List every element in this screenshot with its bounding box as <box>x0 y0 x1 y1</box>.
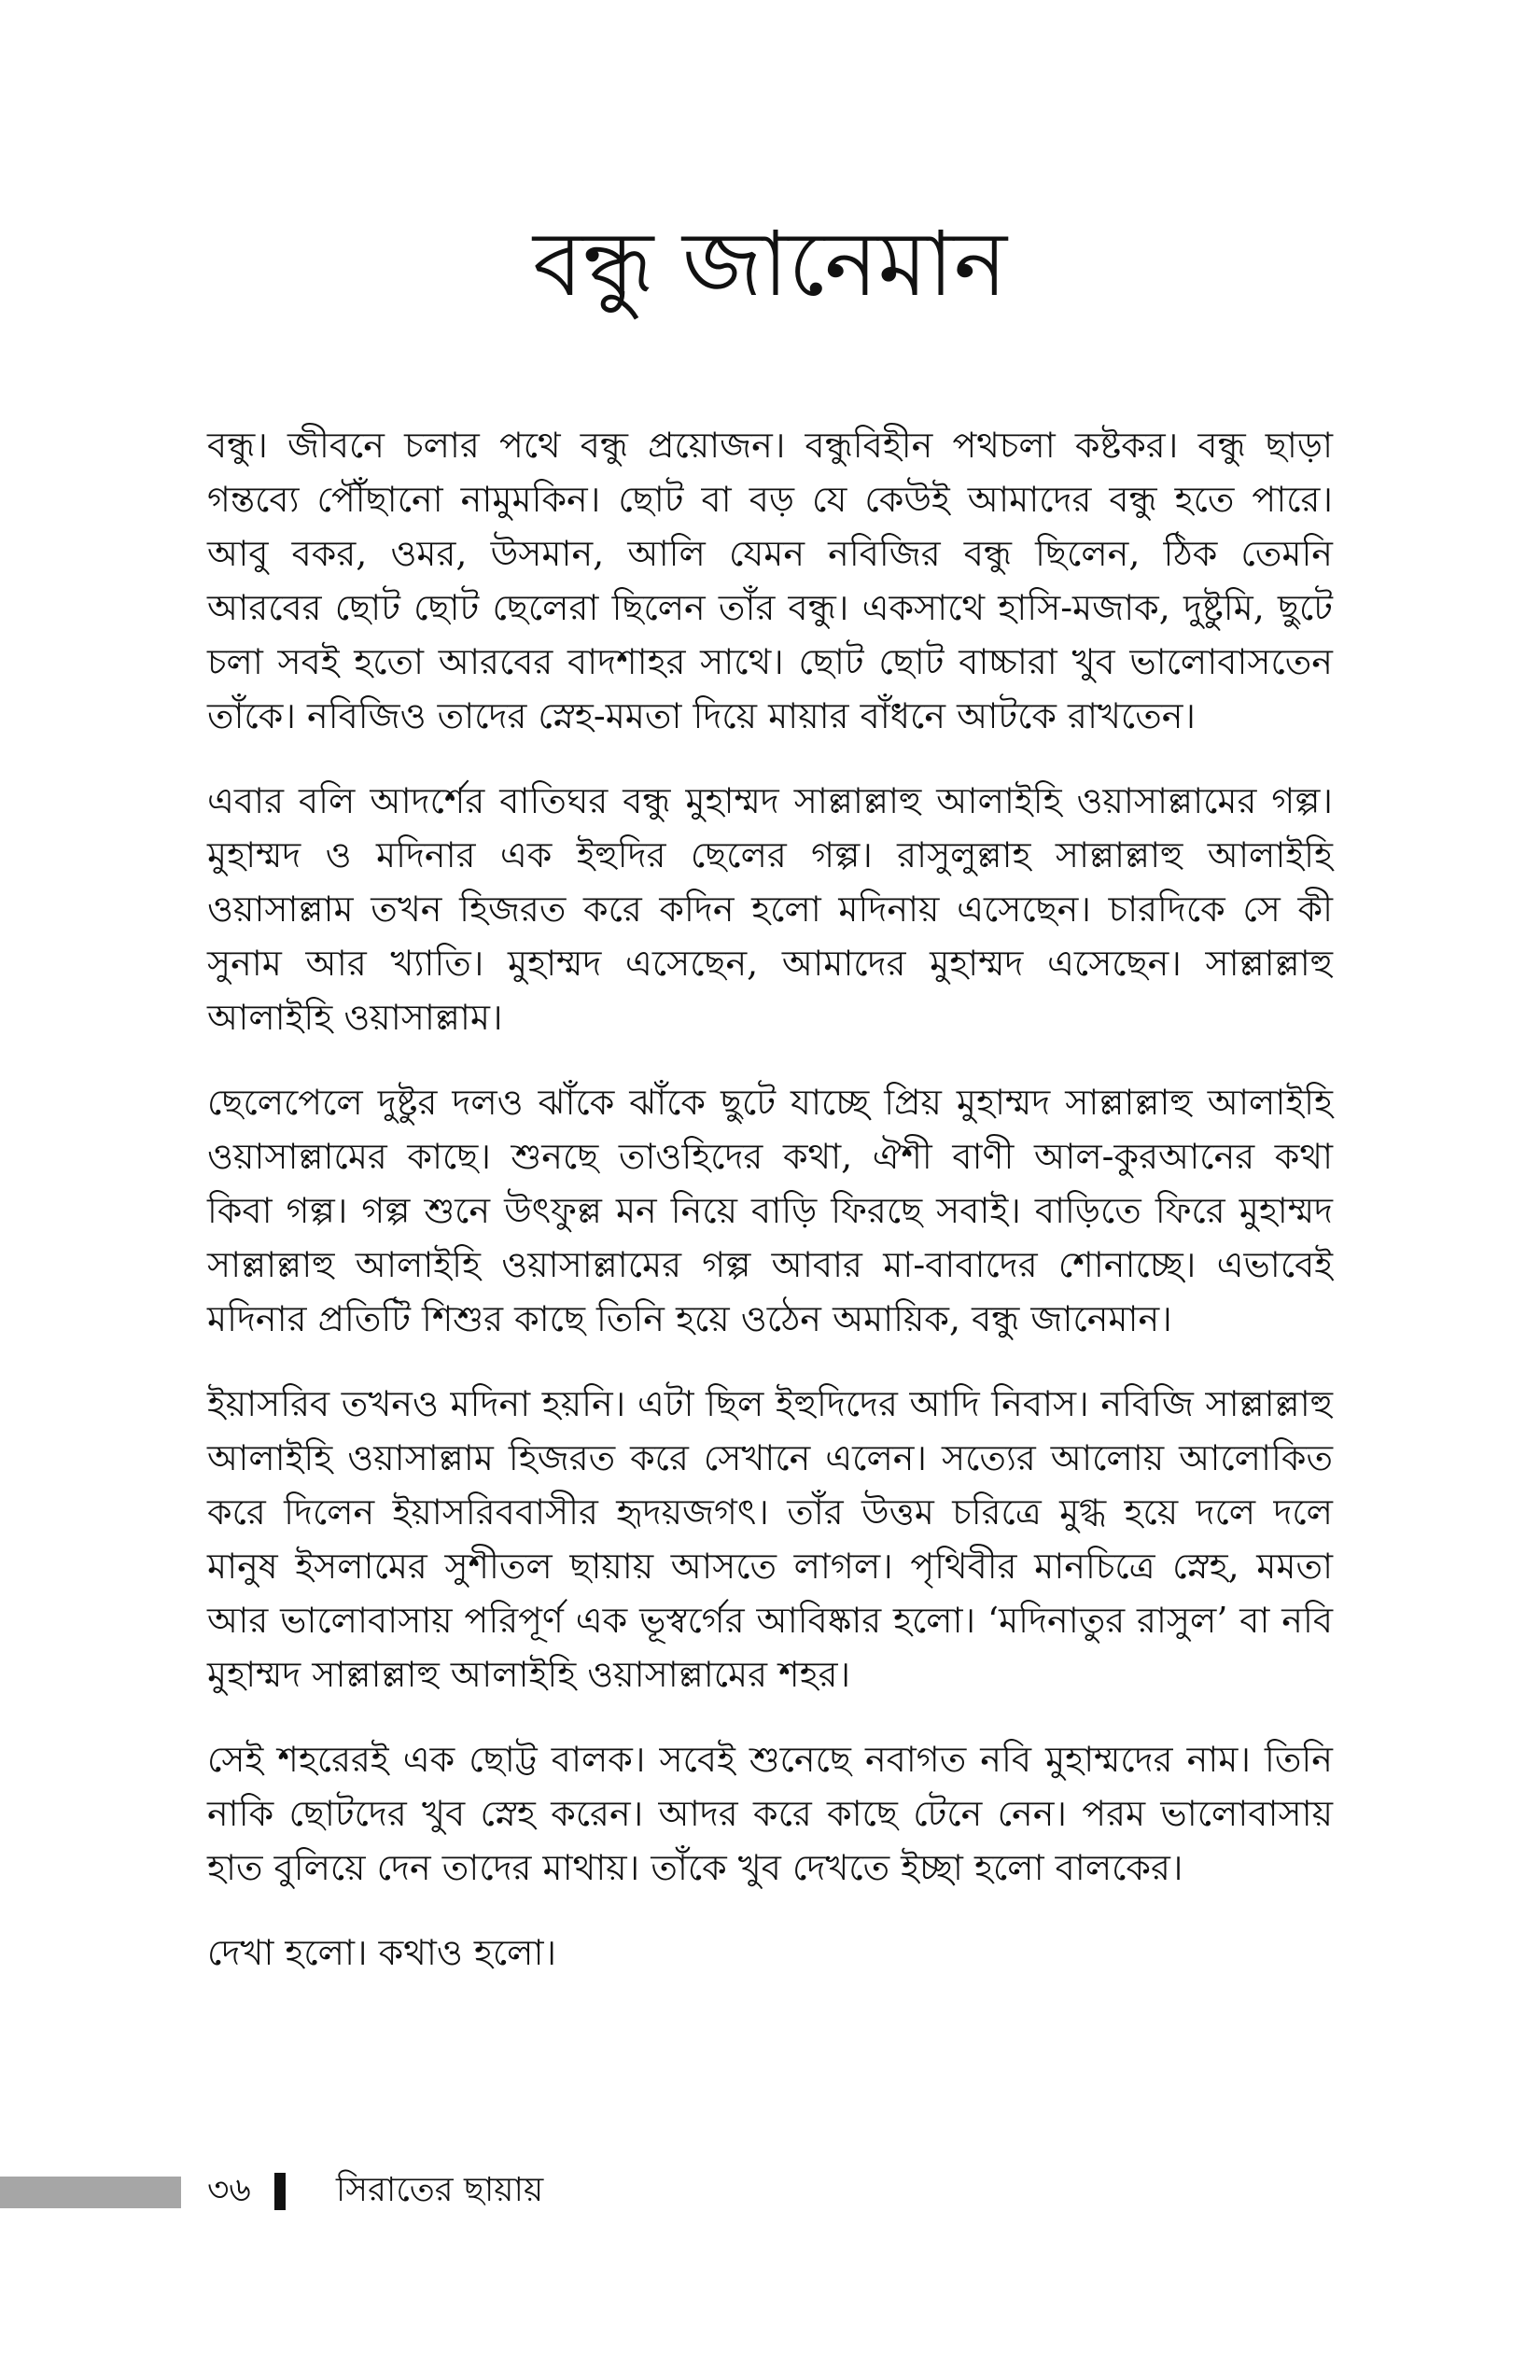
chapter-body <box>207 418 1333 2010</box>
paragraph: দেখা হলো। কথাও হলো। <box>207 1932 557 1973</box>
page-number: ৩৬ <box>207 2171 251 2209</box>
footer-divider <box>274 2173 286 2210</box>
paragraph: ইয়াসরিব তখনও মদিনা হয়নি। এটা ছিল ইহুদিদের আদি নিবাস। নবিজি সাল্লাল্লাহু আলাইহি ওয়াসাল্লাম হিজরত করে সেখানে এলেন। সত্যের আলোয় আলোকিত করে দিলেন ইয়াসরিববাসীর হৃদয়জগৎ। তাঁর উত্তম চরিত্রে মুগ্ধ হয়ে দলে দলে মানুষ ইসলামের সুশীতল ছায়ায় আসতে লাগল। পৃথিবীর মানচিত্রে স্নেহ, মমতা আর ভালোবাসায় পরিপূর্ণ এক ভূস্বর্গের আবিষ্কার হলো। ‘মদিনাতুর রাসুল’ বা নবি মুহাম্মদ সাল্লাল্লাহু আলাইহি ওয়াসাল্লামের শহর। <box>207 1383 1333 1695</box>
page-footer <box>0 2163 1540 2219</box>
paragraph: সেই শহরেরই এক ছোট্ট বালক। সবেই শুনেছে নবাগত নবি মুহাম্মদের নাম। তিনি নাকি ছোটদের খুব স্নেহ করেন। আদর করে কাছে টেনে নেন। পরম ভালোবাসায় হাত বুলিয়ে দেন তাদের মাথায়। তাঁকে খুব দেখতে ইচ্ছা হলো বালকের। <box>207 1739 1333 1888</box>
paragraph: বন্ধু। জীবনে চলার পথে বন্ধু প্রয়োজন। বন্ধুবিহীন পথচলা কষ্টকর। বন্ধু ছাড়া গন্তব্যে পৌঁছানো নামুমকিন। ছোট বা বড় যে কেউই আমাদের বন্ধু হতে পারে। আবু বকর, ওমর, উসমান, আলি যেমন নবিজির বন্ধু ছিলেন, ঠিক তেমনি আরবের ছোট ছোট ছেলেরা ছিলেন তাঁর বন্ধু। একসাথে হাসি-মজাক, দুষ্টুমি, ছুটে চলা সবই হতো আরবের বাদশাহর সাথে। ছোট ছোট বাচ্চারা খুব ভালোবাসতেন তাঁকে। নবিজিও তাদের স্নেহ-মমতা দিয়ে মায়ার বাঁধনে আটকে রাখতেন। <box>207 425 1333 736</box>
footer-gray-bar <box>0 2177 181 2208</box>
paragraph: ছেলেপেলে দুষ্টুর দলও ঝাঁকে ঝাঁকে ছুটে যাচ্ছে প্রিয় মুহাম্মদ সাল্লাল্লাহু আলাইহি ওয়াসাল্লামের কাছে। শুনছে তাওহিদের কথা, ঐশী বাণী আল-কুরআনের কথা কিবা গল্প। গল্প শুনে উৎফুল্ল মন নিয়ে বাড়ি ফিরছে সবাই। বাড়িতে ফিরে মুহাম্মদ সাল্লাল্লাহু আলাইহি ওয়াসাল্লামের গল্প আবার মা-বাবাদের শোনাচ্ছে। এভাবেই মদিনার প্রতিটি শিশুর কাছে তিনি হয়ে ওঠেন অমায়িক, বন্ধু জানেমান। <box>207 1082 1333 1339</box>
paragraph: এবার বলি আদর্শের বাতিঘর বন্ধু মুহাম্মদ সাল্লাল্লাহু আলাইহি ওয়াসাল্লামের গল্প। মুহাম্মদ ও মদিনার এক ইহুদির ছেলের গল্প। রাসুলুল্লাহ সাল্লাল্লাহু আলাইহি ওয়াসাল্লাম তখন হিজরত করে কদিন হলো মদিনায় এসেছেন। চারদিকে সে কী সুনাম আর খ্যাতি। মুহাম্মদ এসেছেন, আমাদের মুহাম্মদ এসেছেন। সাল্লাল্লাহু আলাইহি ওয়াসাল্লাম। <box>207 780 1333 1038</box>
chapter-title: বন্ধু জানেমান <box>532 212 1008 316</box>
running-title: সিরাতের ছায়ায় <box>336 2171 544 2209</box>
